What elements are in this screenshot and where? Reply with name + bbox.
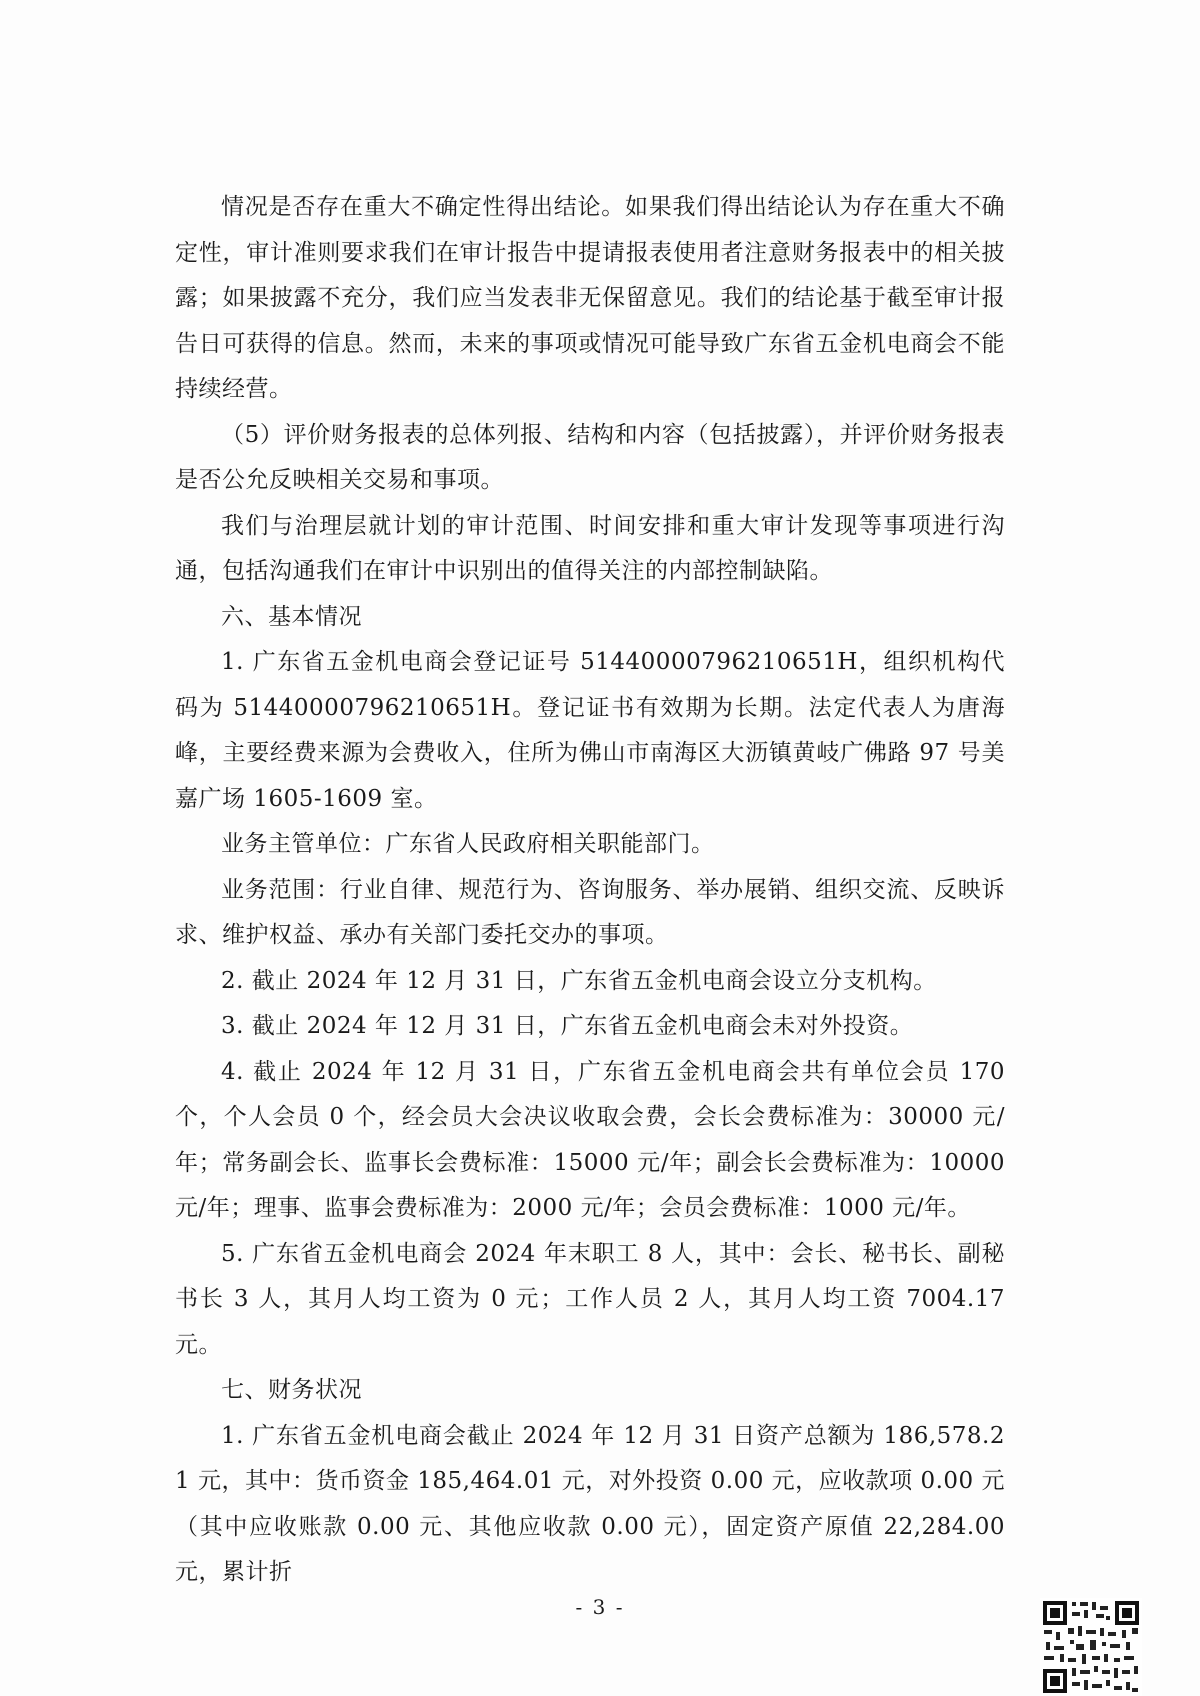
paragraph-investments: 3. 截止 2024 年 12 月 31 日，广东省五金机电商会未对外投资。 <box>221 1013 914 1039</box>
paragraph-governance-communication: 我们与治理层就计划的审计范围、时间安排和重大审计发现等事项进行沟通，包括沟通我们在审计中识别出的值得关注的内部控制缺陷。 <box>175 512 1005 584</box>
paragraph-registration: 1. 广东省五金机电商会登记证号 51440000796210651H，组织机构代码为 51440000796210651H。登记证书有效期为长期。法定代表人为唐海峰，主要经费来源为会费收入，住所为佛山市南海区大沥镇黄岐广佛路 97 号美嘉广场 1605-1609 室。 <box>175 649 1005 812</box>
paragraph-assets: 1. 广东省五金机电商会截止 2024 年 12 月 31 日资产总额为 186,578.21 元，其中：货币资金 185,464.01 元，对外投资 0.00 元，应收款项 0.00 元（其中应收账款 0.00 元、其他应收款 0.00 元），固定资产原值 22,284.00 元，累计折 <box>175 1422 1005 1585</box>
section-heading-basic-info: 六、基本情况 <box>221 603 362 630</box>
paragraph-members: 4. 截止 2024 年 12 月 31 日，广东省五金机电商会共有单位会员 170 个，个人会员 0 个，经会员大会决议收取会费，会长会费标准为：30000 元/年；常务副会长、监事长会费标准：15000 元/年；副会长会费标准为：10000 元/年；理事、监事会费标准为：2000 元/年；会员会费标准：1000 元/年。 <box>175 1058 1005 1221</box>
paragraph-going-concern: 情况是否存在重大不确定性得出结论。如果我们得出结论认为存在重大不确定性，审计准则要求我们在审计报告中提请报表使用者注意财务报表中的相关披露；如果披露不充分，我们应当发表非无保留意见。我们的结论基于截至审计报告日可获得的信息。然而，未来的事项或情况可能导致广东省五金机电商会不能持续经营。 <box>175 194 1005 402</box>
document-body <box>175 185 1005 1596</box>
paragraph-branches: 2. 截止 2024 年 12 月 31 日，广东省五金机电商会设立分支机构。 <box>221 967 937 994</box>
page-number: - 3 - <box>575 1595 625 1619</box>
paragraph-staff: 5. 广东省五金机电商会 2024 年末职工 8 人，其中：会长、秘书长、副秘书长 3 人，其月人均工资为 0 元；工作人员 2 人，其月人均工资 7004.17 元。 <box>175 1240 1005 1358</box>
paragraph-evaluate-presentation: （5）评价财务报表的总体列报、结构和内容（包括披露），并评价财务报表是否公允反映相关交易和事项。 <box>175 421 1005 493</box>
paragraph-supervisor: 业务主管单位：广东省人民政府相关职能部门。 <box>221 831 715 857</box>
qr-code-icon <box>1040 1598 1142 1696</box>
section-heading-financial-status: 七、财务状况 <box>221 1377 362 1403</box>
paragraph-business-scope: 业务范围：行业自律、规范行为、咨询服务、举办展销、组织交流、反映诉求、维护权益、承办有关部门委托交办的事项。 <box>175 876 1005 948</box>
